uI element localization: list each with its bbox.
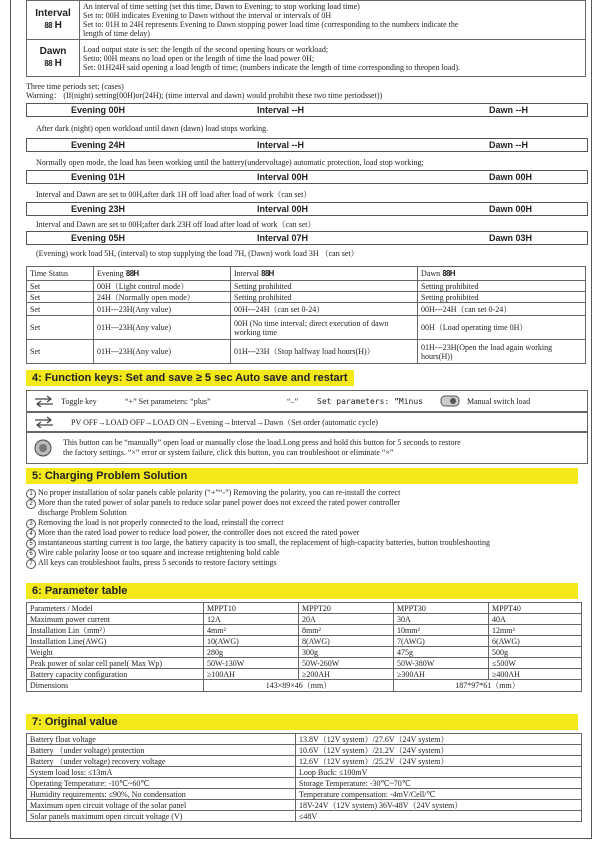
- case-description: After dark (night) open workload until dawn (dawn) load stops working.: [36, 124, 269, 133]
- interval-unit: H: [54, 20, 62, 31]
- cycle-text: PV OFF→LOAD OFF→LOAD ON→Evening→Interval→Dawn（Set order (automatic cycle): [71, 418, 378, 427]
- interval-label-cell: [27, 1, 80, 40]
- table-row: Dimensions 143×89×46（mm） 187*97*61（mm）: [27, 680, 582, 692]
- dawn-label-cell: [27, 40, 80, 77]
- list-item: 4 More than the rated load power to reduce load power, the controller does not exceed the rated power: [26, 528, 359, 539]
- button-note-row: [26, 432, 588, 464]
- time-status-table: [26, 266, 586, 364]
- periods-warning: Warning： (If(night) setting(00H)or(24H); (time interval and dawn) would prohibit these two time periodsset)): [26, 91, 383, 100]
- function-keys-row: [26, 390, 588, 412]
- load-button-icon: [33, 439, 53, 457]
- button-note-line: This button can be “manually” open load or manually close the load.Long press and hold this button for 5 seconds to restore: [63, 438, 461, 447]
- table-row: Peak power of solar cell panel( Max Wp) 50W-130W 50W-260W 50W-380W ≤500W: [27, 658, 582, 669]
- interval-description: [80, 1, 586, 40]
- minus-key-label: Set parameters: ”Minus: [317, 397, 423, 406]
- minus-key-symbol: “–”: [287, 397, 299, 406]
- case-description: (Evening) work load 5H, (interval) to stop supplying the load 7H, (Dawn) work load 3H （can set）: [36, 249, 359, 258]
- case-dawn: Dawn 00H: [489, 172, 533, 182]
- case-dawn: Dawn --H: [489, 105, 528, 115]
- manual-switch-icon: [439, 394, 461, 408]
- header-cell: Interval 88H: [231, 267, 418, 281]
- dawn-description: [80, 40, 586, 77]
- case-evening: Evening 00H: [71, 105, 126, 115]
- list-item: 1 No proper installation of solar panels cable polarity (“+”“-”) Removing the polarity, you can re-install the correct: [26, 488, 400, 499]
- case-description: Interval and Dawn are set to 00H;after dark 23H off load after load of work（can set）: [36, 220, 316, 229]
- table-row: Operating Temperature: -10℃~60℃ Storage Temperature: -30℃~70℃: [27, 778, 582, 789]
- table-row: Battery （under voltage) protection 10.6V（12V system）/21.2V（24V system）: [27, 745, 582, 756]
- table-row: Solar panels maximum open circuit voltage (V) ≤48V: [27, 811, 582, 822]
- case-bar: [26, 138, 588, 152]
- dawn-row: [27, 40, 586, 77]
- table-row: Battery float voltage 13.8V（12V system）/27.6V（24V system）: [27, 734, 582, 745]
- interval-line: Set to: 00H indicates Evening to Dawn without the interval or intervals of 0H: [83, 11, 332, 20]
- segment-display-icon: 88: [125, 269, 134, 278]
- segment-display-icon: 88: [442, 269, 450, 278]
- case-evening: Evening 24H: [71, 140, 126, 150]
- dawn-unit: H: [54, 58, 62, 69]
- table-row: Installation Lin（mm²） 4mm² 8mm² 10mm² 12mm²: [27, 625, 582, 636]
- case-evening: Evening 01H: [71, 172, 126, 182]
- cycle-arrows-icon: [33, 416, 55, 428]
- case-evening: Evening 23H: [71, 204, 126, 214]
- interval-label: Interval: [35, 8, 71, 19]
- case-dawn: Dawn 03H: [489, 233, 533, 243]
- segment-display-icon: 88: [44, 21, 52, 30]
- parameter-table: [26, 602, 582, 692]
- toggle-arrows-icon: [33, 395, 55, 407]
- dawn-line: Set: 01H24H said opening a load length of time; (numbers indicate the length of time corresponding to theopen load).: [83, 62, 461, 72]
- list-item: 7 All keys can troubleshoot faults, press 5 seconds to restore factory settings: [26, 558, 277, 569]
- case-interval: Interval --H: [257, 140, 305, 150]
- interval-row: [27, 1, 586, 40]
- table-row: Installation Line(AWG) 10(AWG) 8(AWG) 7(AWG) 6(AWG): [27, 636, 582, 647]
- interval-line: Set to: 01H to 24H represents Evening to Dawn stopping power load time (corresponding to the numbers indicate the: [83, 20, 459, 29]
- case-bar: [26, 170, 588, 184]
- list-item: 5 instantaneous starting current is too large, the battery capacity is too small, the replacement of high-capacity batteries, button troubleshooting: [26, 538, 490, 549]
- table-row: Battery capacity configuration ≥100AH ≥200AH ≥300AH ≥400AH: [27, 669, 582, 680]
- case-interval: Interval 00H: [257, 172, 309, 182]
- case-description: Interval and Dawn are set to 00H,after dark 1H off load after load of work（can set）: [36, 190, 312, 199]
- table-row: Set 01H---23H(Any value) 00H (No time interval; direct execution of dawn working time 00H（Load operating time 0H）: [27, 316, 586, 340]
- original-value-table: [26, 733, 582, 822]
- periods-intro: Three time periods set; (cases): [26, 82, 124, 91]
- table-row: Set 01H---23H(Any value) 01H---23H（Stop halfway load hours(H)） 01H---23H(Open the load again working hours(H)): [27, 340, 586, 364]
- case-description: Normally open mode, the load has been working until the battery(undervoltage) automatic protection, load stop working;: [36, 158, 424, 167]
- list-item: 2 More than the rated power of solar panels to reduce solar panel power does not exceed the rated power controller: [26, 498, 400, 509]
- table-row: Humidity requirements: ≤90%, No condensation Temperature compensation: -4mV/Cell/℃: [27, 789, 582, 800]
- dawn-line: Load output state is set: the length of the second opening hours or workload;: [83, 44, 329, 54]
- table-row: Set 01H---23H(Any value) 00H---24H（can set 0-24） 00H---24H（can set 0-24）: [27, 303, 586, 316]
- setting-definition-table: [26, 0, 586, 77]
- table-header-row: [27, 267, 586, 281]
- case-interval: Interval --H: [257, 105, 305, 115]
- list-item: 3 Removing the load is not properly connected to the load, reinstall the correct: [26, 518, 283, 529]
- list-item: 6 Wire cable polarity loose or too square and increase retightening bold cable: [26, 548, 280, 559]
- case-bar: [26, 103, 588, 117]
- table-row: System load loss: ≤13mA Loop Buck: ≤100mV: [27, 767, 582, 778]
- case-dawn: Dawn --H: [489, 140, 528, 150]
- case-interval: Interval 00H: [257, 204, 309, 214]
- case-interval: Interval 07H: [257, 233, 309, 243]
- plus-key-label: “+” Set parameters: “plus”: [125, 397, 211, 406]
- section-6-title: 6: Parameter table: [26, 583, 578, 599]
- table-row: Maximum power current 12A 20A 30A 40A: [27, 614, 582, 625]
- section-4-title: 4: Function keys: Set and save ≥ 5 sec Auto save and restart: [26, 370, 354, 386]
- list-item: discharge Problem Solution: [38, 508, 127, 517]
- table-header-row: Parameters / Model MPPT10 MPPT20 MPPT30 MPPT40: [27, 603, 582, 614]
- table-row: Maximum open circuit voltage of the solar panel 18V-24V（12V system) 36V-48V（24V system）: [27, 800, 582, 811]
- table-row: Set 00H（Light control mode） Setting prohibited Setting prohibited: [27, 281, 586, 292]
- toggle-key-label: Toggle key: [61, 397, 97, 406]
- header-cell: Time Status: [27, 267, 94, 281]
- segment-display-icon: 88: [260, 269, 269, 278]
- header-cell: Dawn 88H: [418, 267, 586, 281]
- section-7-title: 7: Original value: [26, 714, 578, 730]
- header-cell: Evening 88H: [94, 267, 231, 281]
- case-dawn: Dawn 00H: [489, 204, 533, 214]
- case-bar: [26, 231, 588, 245]
- table-row: Set 24H（Normally open mode） Setting prohibited Setting prohibited: [27, 292, 586, 303]
- button-note-line: the factory settings. “×” error or system failure, click this button, you can troubleshoot or eliminate “×”: [63, 448, 394, 457]
- dawn-line: Setto: 00H means no load open or the length of time the load power 0H;: [83, 53, 315, 63]
- case-evening: Evening 05H: [71, 233, 126, 243]
- table-row: Battery （under voltage) recovery voltage 12.6V（12V system）/25.2V（24V system）: [27, 756, 582, 767]
- cycle-row: [26, 412, 588, 432]
- interval-line: length of time delay): [83, 29, 150, 38]
- segment-display-icon: 88: [44, 59, 52, 68]
- table-row: Weight 280g 300g 475g 500g: [27, 647, 582, 658]
- manual-switch-label: Manual switch load: [467, 397, 531, 406]
- section-5-title: 5: Charging Problem Solution: [26, 468, 578, 484]
- interval-line: An interval of time setting (set this time, Dawn to Evening; to stop working load time): [83, 2, 360, 11]
- dawn-label: Dawn: [39, 46, 67, 57]
- case-bar: [26, 202, 588, 216]
